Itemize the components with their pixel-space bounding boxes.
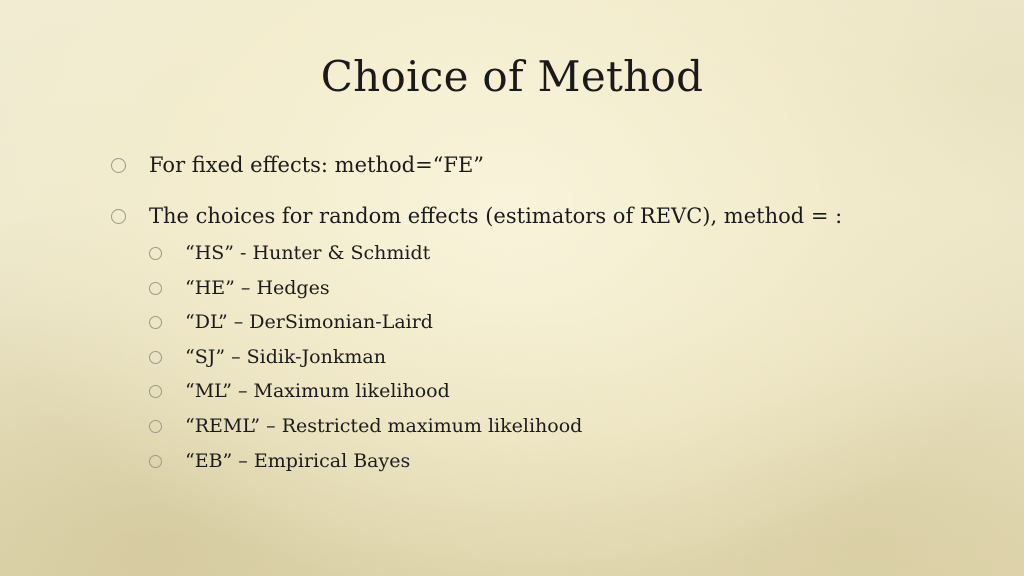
sub-bullet-text: “SJ” – Sidik-Jonkman xyxy=(185,346,386,368)
sub-bullet-text: “EB” – Empirical Bayes xyxy=(185,450,411,472)
bullet-text: For fixed effects: method=“FE” xyxy=(149,153,485,177)
hollow-circle-bullet-icon xyxy=(149,420,162,433)
sub-bullet-text: “HE” – Hedges xyxy=(185,277,330,299)
sub-bullet-text: “REML” – Restricted maximum likelihood xyxy=(185,415,583,437)
hollow-circle-bullet-icon xyxy=(149,455,162,468)
slide-title: Choice of Method xyxy=(320,52,704,101)
bullet-item-random-effects xyxy=(111,204,842,228)
hollow-circle-bullet-icon xyxy=(149,282,162,295)
hollow-circle-bullet-icon xyxy=(149,385,162,398)
sub-bullet-item xyxy=(149,277,330,299)
hollow-circle-bullet-icon xyxy=(149,351,162,364)
sub-bullet-item xyxy=(149,450,410,472)
sub-bullet-item xyxy=(149,415,582,437)
sub-bullet-text: “ML” – Maximum likelihood xyxy=(185,380,450,402)
bullet-item-fixed-effects xyxy=(111,153,484,177)
sub-bullet-item xyxy=(149,242,430,264)
hollow-circle-bullet-icon xyxy=(149,316,162,329)
hollow-circle-bullet-icon xyxy=(111,209,126,224)
hollow-circle-bullet-icon xyxy=(149,247,162,260)
sub-bullet-item xyxy=(149,311,433,333)
bullet-text: The choices for random effects (estimators of REVC), method = : xyxy=(149,204,843,228)
sub-bullet-text: “HS” - Hunter & Schmidt xyxy=(185,242,431,264)
sub-bullet-item xyxy=(149,380,450,402)
sub-bullet-item xyxy=(149,346,386,368)
sub-bullet-text: “DL” – DerSimonian-Laird xyxy=(185,311,433,333)
hollow-circle-bullet-icon xyxy=(111,158,126,173)
